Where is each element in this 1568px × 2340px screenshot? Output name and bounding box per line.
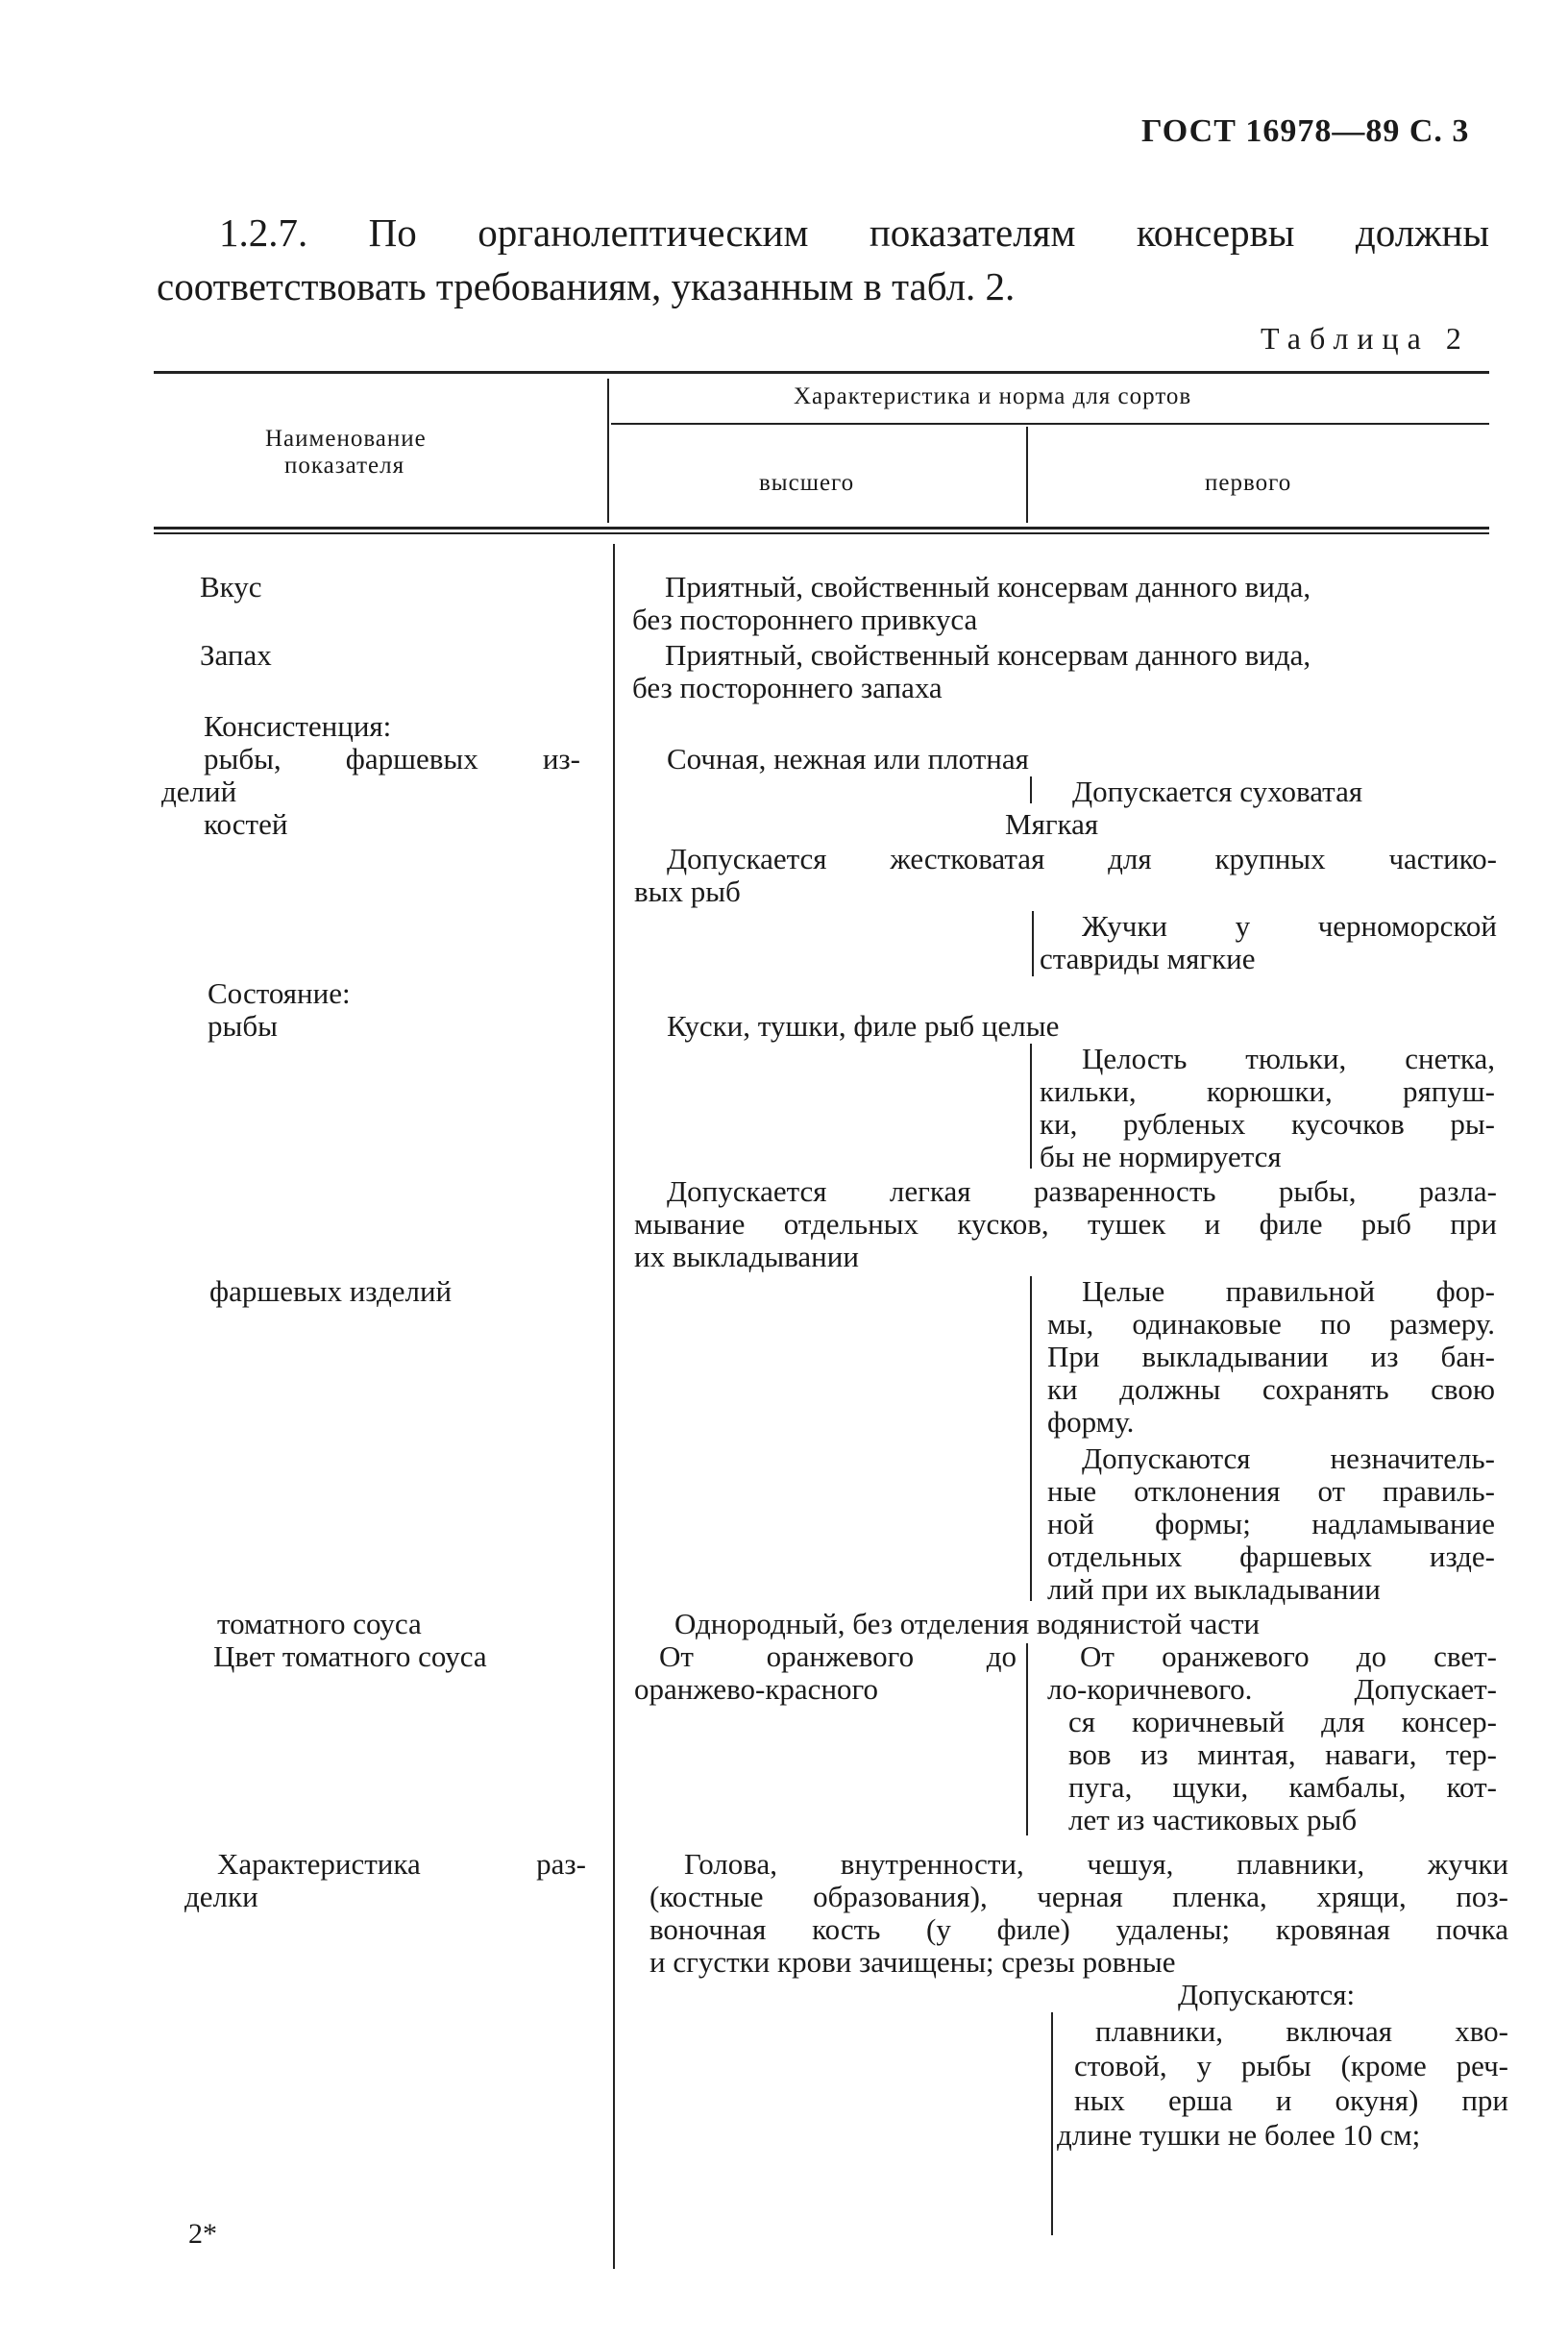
- state-fish-first-4: бы не нормируется: [1040, 1140, 1282, 1173]
- consistency-bones-first-2: ставриды мягкие: [1040, 942, 1256, 975]
- state-minced-first-10: лий при их выкладывании: [1047, 1572, 1381, 1606]
- consistency-fish-label-2: делий: [161, 775, 237, 808]
- row-label-smell: Запах: [200, 638, 272, 672]
- cutting-label-1: Характеристика раз-: [217, 1847, 586, 1881]
- cutting-first-1: плавники, включая хво-: [1095, 2014, 1508, 2048]
- cutting-both-3: воночная кость (у филе) удалены; кровяная почка: [649, 1912, 1508, 1946]
- color-first-marker: [1026, 1643, 1028, 1835]
- cutting-first-0: Допускаются:: [1178, 1978, 1356, 2011]
- state-minced-first-2: мы, одинаковые по размеру.: [1047, 1307, 1495, 1341]
- col-header-name-1: Наименование: [265, 426, 427, 452]
- col-header-top-grade: высшего: [759, 470, 855, 496]
- state-minced-first-6: Допускаются незначитель-: [1082, 1441, 1495, 1475]
- row-label-taste: Вкус: [200, 570, 262, 603]
- consistency-fish-both: Сочная, нежная или плотная: [667, 742, 1029, 776]
- consistency-fish-first: Допускается суховатая: [1072, 775, 1363, 808]
- state-minced-label: фаршевых изделий: [209, 1274, 453, 1308]
- consistency-bones-both: Мягкая: [1005, 807, 1099, 841]
- smell-value-2: без постороннего запаха: [632, 671, 943, 704]
- state-minced-first-8: ной формы; надламывание: [1047, 1507, 1495, 1540]
- color-first-6: лет из частиковых рыб: [1068, 1803, 1358, 1836]
- row-label-consistency: Консистенция:: [204, 709, 392, 743]
- state-sauce-label: томатного соуса: [217, 1607, 422, 1640]
- taste-value-2: без постороннего привкуса: [632, 603, 978, 636]
- state-minced-first-7: ные отклонения от правиль-: [1047, 1474, 1495, 1508]
- group-header: Характеристика и норма для сортов: [794, 383, 1192, 409]
- header-divider-left: [607, 379, 609, 523]
- state-minced-first-5: форму.: [1047, 1405, 1135, 1439]
- state-fish-both-2c: их выкладывании: [634, 1240, 859, 1273]
- intro-line-2: соответствовать требованиям, указанным в табл. 2.: [157, 264, 1016, 308]
- state-fish-both: Куски, тушки, филе рыб целые: [667, 1009, 1060, 1043]
- table-top-rule: [154, 371, 1489, 374]
- table-caption: Таблица 2: [1261, 321, 1470, 356]
- consistency-bones-both-2b: вых рыб: [634, 874, 741, 908]
- color-top-1: От оранжевого до: [659, 1639, 1017, 1673]
- consistency-bones-both-2a: Допускается жестковатая для крупных частико-: [667, 842, 1497, 875]
- row-label-state: Состояние:: [208, 976, 351, 1010]
- state-fish-first-2: кильки, корюшки, ряпуш-: [1040, 1074, 1495, 1108]
- cutting-first-3: ных ерша и окуня) при: [1074, 2083, 1508, 2117]
- cutting-both-2: (костные образования), черная пленка, хрящи, поз-: [649, 1880, 1508, 1913]
- consistency-fish-label-1: рыбы, фаршевых из-: [204, 742, 580, 776]
- color-top-2: оранжево-красного: [634, 1672, 878, 1706]
- state-minced-first-4: ки должны сохранять свою: [1047, 1372, 1495, 1406]
- state-fish-both-2b: мывание отдельных кусков, тушек и филе рыб при: [634, 1207, 1497, 1241]
- color-first-3: ся коричневый для консер-: [1068, 1705, 1497, 1738]
- color-first-2: ло-коричневого. Допускает-: [1047, 1672, 1497, 1706]
- document-reference: ГОСТ 16978—89 С. 3: [1141, 113, 1470, 149]
- smell-value-1: Приятный, свойственный консервам данного вида,: [665, 638, 1311, 672]
- state-fish-label: рыбы: [208, 1009, 278, 1043]
- header-bottom-rule-1: [154, 527, 1489, 530]
- state-fish-first-3: ки, рубленых кусочков ры-: [1040, 1107, 1495, 1141]
- col-header-first-grade: первого: [1205, 470, 1292, 496]
- page-mark: 2*: [188, 2218, 217, 2250]
- row-label-color: Цвет томатного соуса: [213, 1639, 487, 1673]
- group-header-rule: [611, 423, 1489, 425]
- state-minced-first-9: отдельных фаршевых изде-: [1047, 1539, 1495, 1573]
- cutting-both-1: Голова, внутренности, чешуя, плавники, жучки: [684, 1847, 1508, 1881]
- consistency-bones-first-1: Жучки у черноморской: [1082, 909, 1497, 943]
- cutting-both-4: и сгустки крови зачищены; срезы ровные: [649, 1945, 1176, 1979]
- taste-value-1: Приятный, свойственный консервам данного вида,: [665, 570, 1311, 603]
- color-first-4: вов из минтая, наваги, тер-: [1068, 1737, 1497, 1771]
- state-fish-both-2a: Допускается легкая разваренность рыбы, разла-: [667, 1174, 1497, 1208]
- cutting-first-2: стовой, у рыбы (кроме реч-: [1074, 2049, 1508, 2082]
- cutting-first-marker: [1051, 2012, 1053, 2235]
- state-sauce-both: Однородный, без отделения водянистой части: [674, 1607, 1261, 1640]
- state-fish-first-1: Целость тюльки, снетка,: [1082, 1042, 1495, 1075]
- header-divider-right: [1026, 427, 1028, 523]
- body-divider: [613, 544, 615, 2269]
- state-fish-first-marker: [1030, 1044, 1032, 1169]
- state-minced-first-1: Целые правильной фор-: [1082, 1274, 1495, 1308]
- state-minced-first-marker: [1030, 1276, 1032, 1601]
- color-first-5: пуга, щуки, камбалы, кот-: [1068, 1770, 1497, 1804]
- intro-line-1: 1.2.7. По органолептическим показателям консервы должны: [219, 210, 1489, 255]
- cutting-first-4: длине тушки не более 10 см;: [1057, 2118, 1421, 2152]
- header-bottom-rule-2: [154, 532, 1489, 534]
- consistency-bones-first-marker: [1032, 911, 1034, 976]
- col-header-name-2: показателя: [284, 453, 405, 479]
- consistency-fish-first-marker: [1030, 776, 1032, 803]
- cutting-label-2: делки: [184, 1880, 258, 1913]
- consistency-bones-label: костей: [204, 807, 288, 841]
- color-first-1: От оранжевого до свет-: [1080, 1639, 1497, 1673]
- state-minced-first-3: При выкладывании из бан-: [1047, 1340, 1495, 1373]
